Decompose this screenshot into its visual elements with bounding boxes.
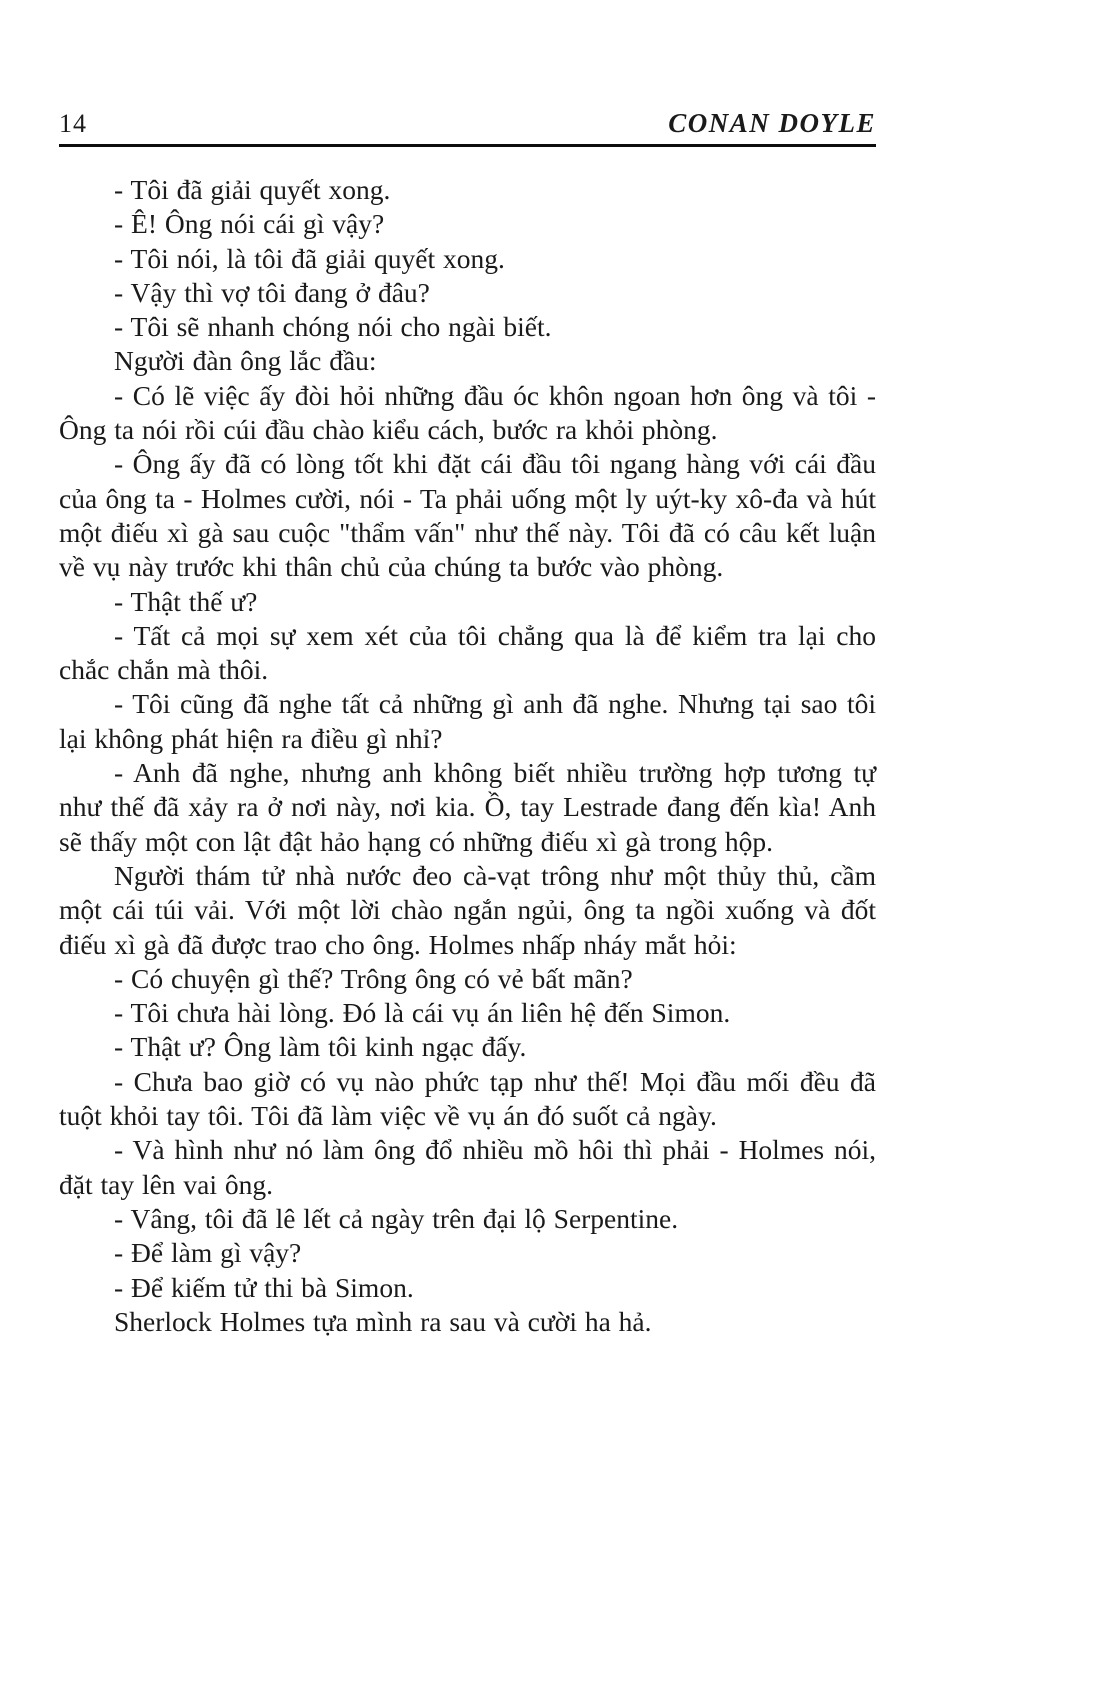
paragraph: Sherlock Holmes tựa mình ra sau và cười ha hả. xyxy=(114,1305,652,1337)
paragraph: - Tôi nói, là tôi đã giải quyết xong. xyxy=(114,242,505,274)
header-rule xyxy=(59,144,876,147)
paragraph: - Tôi đã giải quyết xong. xyxy=(114,174,391,205)
page-number: 14 xyxy=(59,109,87,138)
paragraph: - Vậy thì vợ tôi đang ở đâu? xyxy=(114,276,430,308)
paragraph: Người đàn ông lắc đầu: xyxy=(114,345,377,377)
running-title: CONAN DOYLE xyxy=(668,108,876,138)
paragraph: - Anh đã nghe, nhưng anh không biết nhiều trường hợp tương tự như thế đã xảy ra ở nơi này, nơi kia. Ồ, tay Lestrade đang đến kìa! Anh sẽ thấy một con lật đật hảo hạng có những điếu xì gà trong hộp. xyxy=(59,757,876,857)
paragraph: - Ông ấy đã có lòng tốt khi đặt cái đầu tôi ngang hàng với cái đầu của ông ta - Holmes cười, nói - Ta phải uống một ly uýt-ky xô-đa và hút một điếu xì gà sau cuộc "thẩm vấn" như thế này. Tôi đã có câu kết luận về vụ này trước khi thân chủ của chúng ta bước vào phòng. xyxy=(59,448,876,583)
paragraph: - Chưa bao giờ có vụ nào phức tạp như thế! Mọi đầu mối đều đã tuột khỏi tay tôi. Tôi đã làm việc về vụ án đó suốt cả ngày. xyxy=(59,1065,876,1132)
paragraph: - Có lẽ việc ấy đòi hỏi những đầu óc khôn ngoan hơn ông và tôi - Ông ta nói rồi cúi đầu chào kiểu cách, bước ra khỏi phòng. xyxy=(59,379,876,446)
paragraph: - Để kiếm tử thi bà Simon. xyxy=(114,1271,414,1303)
paragraph: - Thật thế ư? xyxy=(114,585,258,617)
paragraph: - Có chuyện gì thế? Trông ông có vẻ bất mãn? xyxy=(114,962,633,994)
paragraph: - Ê! Ông nói cái gì vậy? xyxy=(114,208,385,240)
page-header xyxy=(59,108,876,139)
paragraph: - Tất cả mọi sự xem xét của tôi chẳng qua là để kiểm tra lại cho chắc chắn mà thôi. xyxy=(59,619,876,686)
paragraph: - Tôi sẽ nhanh chóng nói cho ngài biết. xyxy=(114,311,552,343)
paragraph: - Để làm gì vậy? xyxy=(114,1237,302,1269)
paragraph: - Thật ư? Ông làm tôi kinh ngạc đấy. xyxy=(114,1031,527,1063)
paragraph: - Và hình như nó làm ông đổ nhiều mồ hôi thì phải - Holmes nói, đặt tay lên vai ông. xyxy=(59,1134,876,1200)
paragraph: Người thám tử nhà nước đeo cà-vạt trông như một thủy thủ, cầm một cái túi vải. Với một lời chào ngắn ngủi, ông ta ngồi xuống và đốt điếu xì gà đã được trao cho ông. Holmes nhấp nháy mắt hỏi: xyxy=(59,859,876,960)
paragraph: - Tôi cũng đã nghe tất cả những gì anh đã nghe. Nhưng tại sao tôi lại không phát hiện ra điều gì nhỉ? xyxy=(59,688,876,754)
page-body xyxy=(59,173,876,1339)
paragraph: - Vâng, tôi đã lê lết cả ngày trên đại lộ Serpentine. xyxy=(114,1202,679,1234)
paragraph: - Tôi chưa hài lòng. Đó là cái vụ án liên hệ đến Simon. xyxy=(114,997,731,1029)
